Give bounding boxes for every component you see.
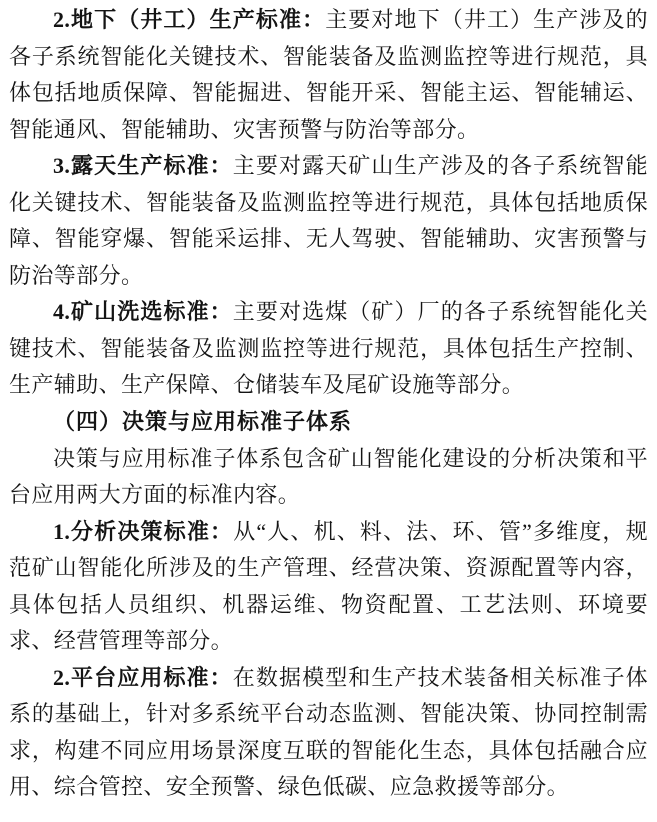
para-openpit-production-standard — [9, 148, 648, 294]
para-underground-lead: 2.地下（井工）生产标准： — [53, 7, 326, 32]
para-platform-text: 在数据模型和生产技术装备相关标准子体系的基础上，针对多系统平台动态监测、智能决策、协同控制需求，构建不同应用场景深度互联的智能化生态，具体包括融合应用、综合管控、安全预警、绿色低碳、应急救援等部分。 — [9, 664, 648, 800]
para-underground-text: 主要对地下（井工）生产涉及的各子系统智能化关键技术、智能装备及监测监控等进行规范，具体包括地质保障、智能掘进、智能开采、智能主运、智能辅运、智能通风、智能辅助、灾害预警与防治等部分。 — [9, 7, 649, 142]
para-washing-text: 主要对选煤（矿）厂的各子系统智能化关键技术、智能装备及监测监控等进行规范，具体包括生产控制、生产辅助、生产保障、仓储装车及尾矿设施等部分。 — [9, 299, 648, 398]
para-decision-intro-text: 决策与应用标准子体系包含矿山智能化建设的分析决策和平台应用两大方面的标准内容。 — [9, 445, 648, 508]
para-washing-standard — [9, 294, 648, 404]
para-analysis-text: 从“人、机、料、法、环、管”多维度，规范矿山智能化所涉及的生产管理、经营决策、资源配置等内容，具体包括人员组织、机器运维、物资配置、工艺法则、环境要求、经营管理等部分。 — [9, 518, 648, 654]
para-washing-lead: 4.矿山洗选标准： — [53, 299, 233, 325]
para-platform-lead: 2.平台应用标准： — [53, 664, 233, 690]
para-platform-application-standard — [9, 660, 648, 806]
heading-section-four-decision-application — [9, 404, 648, 441]
heading-section-four-label: （四）决策与应用标准子体系 — [53, 409, 353, 435]
para-decision-application-intro — [9, 441, 648, 514]
para-openpit-text: 主要对露天矿山生产涉及的各子系统智能化关键技术、智能装备及监测监控等进行规范，具体包括地质保障、智能穿爆、智能采运排、无人驾驶、智能辅助、灾害预警与防治等部分。 — [9, 153, 648, 288]
para-openpit-lead: 3.露天生产标准： — [53, 153, 233, 179]
para-analysis-decision-standard — [9, 514, 648, 660]
para-underground-production-standard — [9, 2, 648, 148]
para-analysis-lead: 1.分析决策标准： — [53, 518, 234, 544]
